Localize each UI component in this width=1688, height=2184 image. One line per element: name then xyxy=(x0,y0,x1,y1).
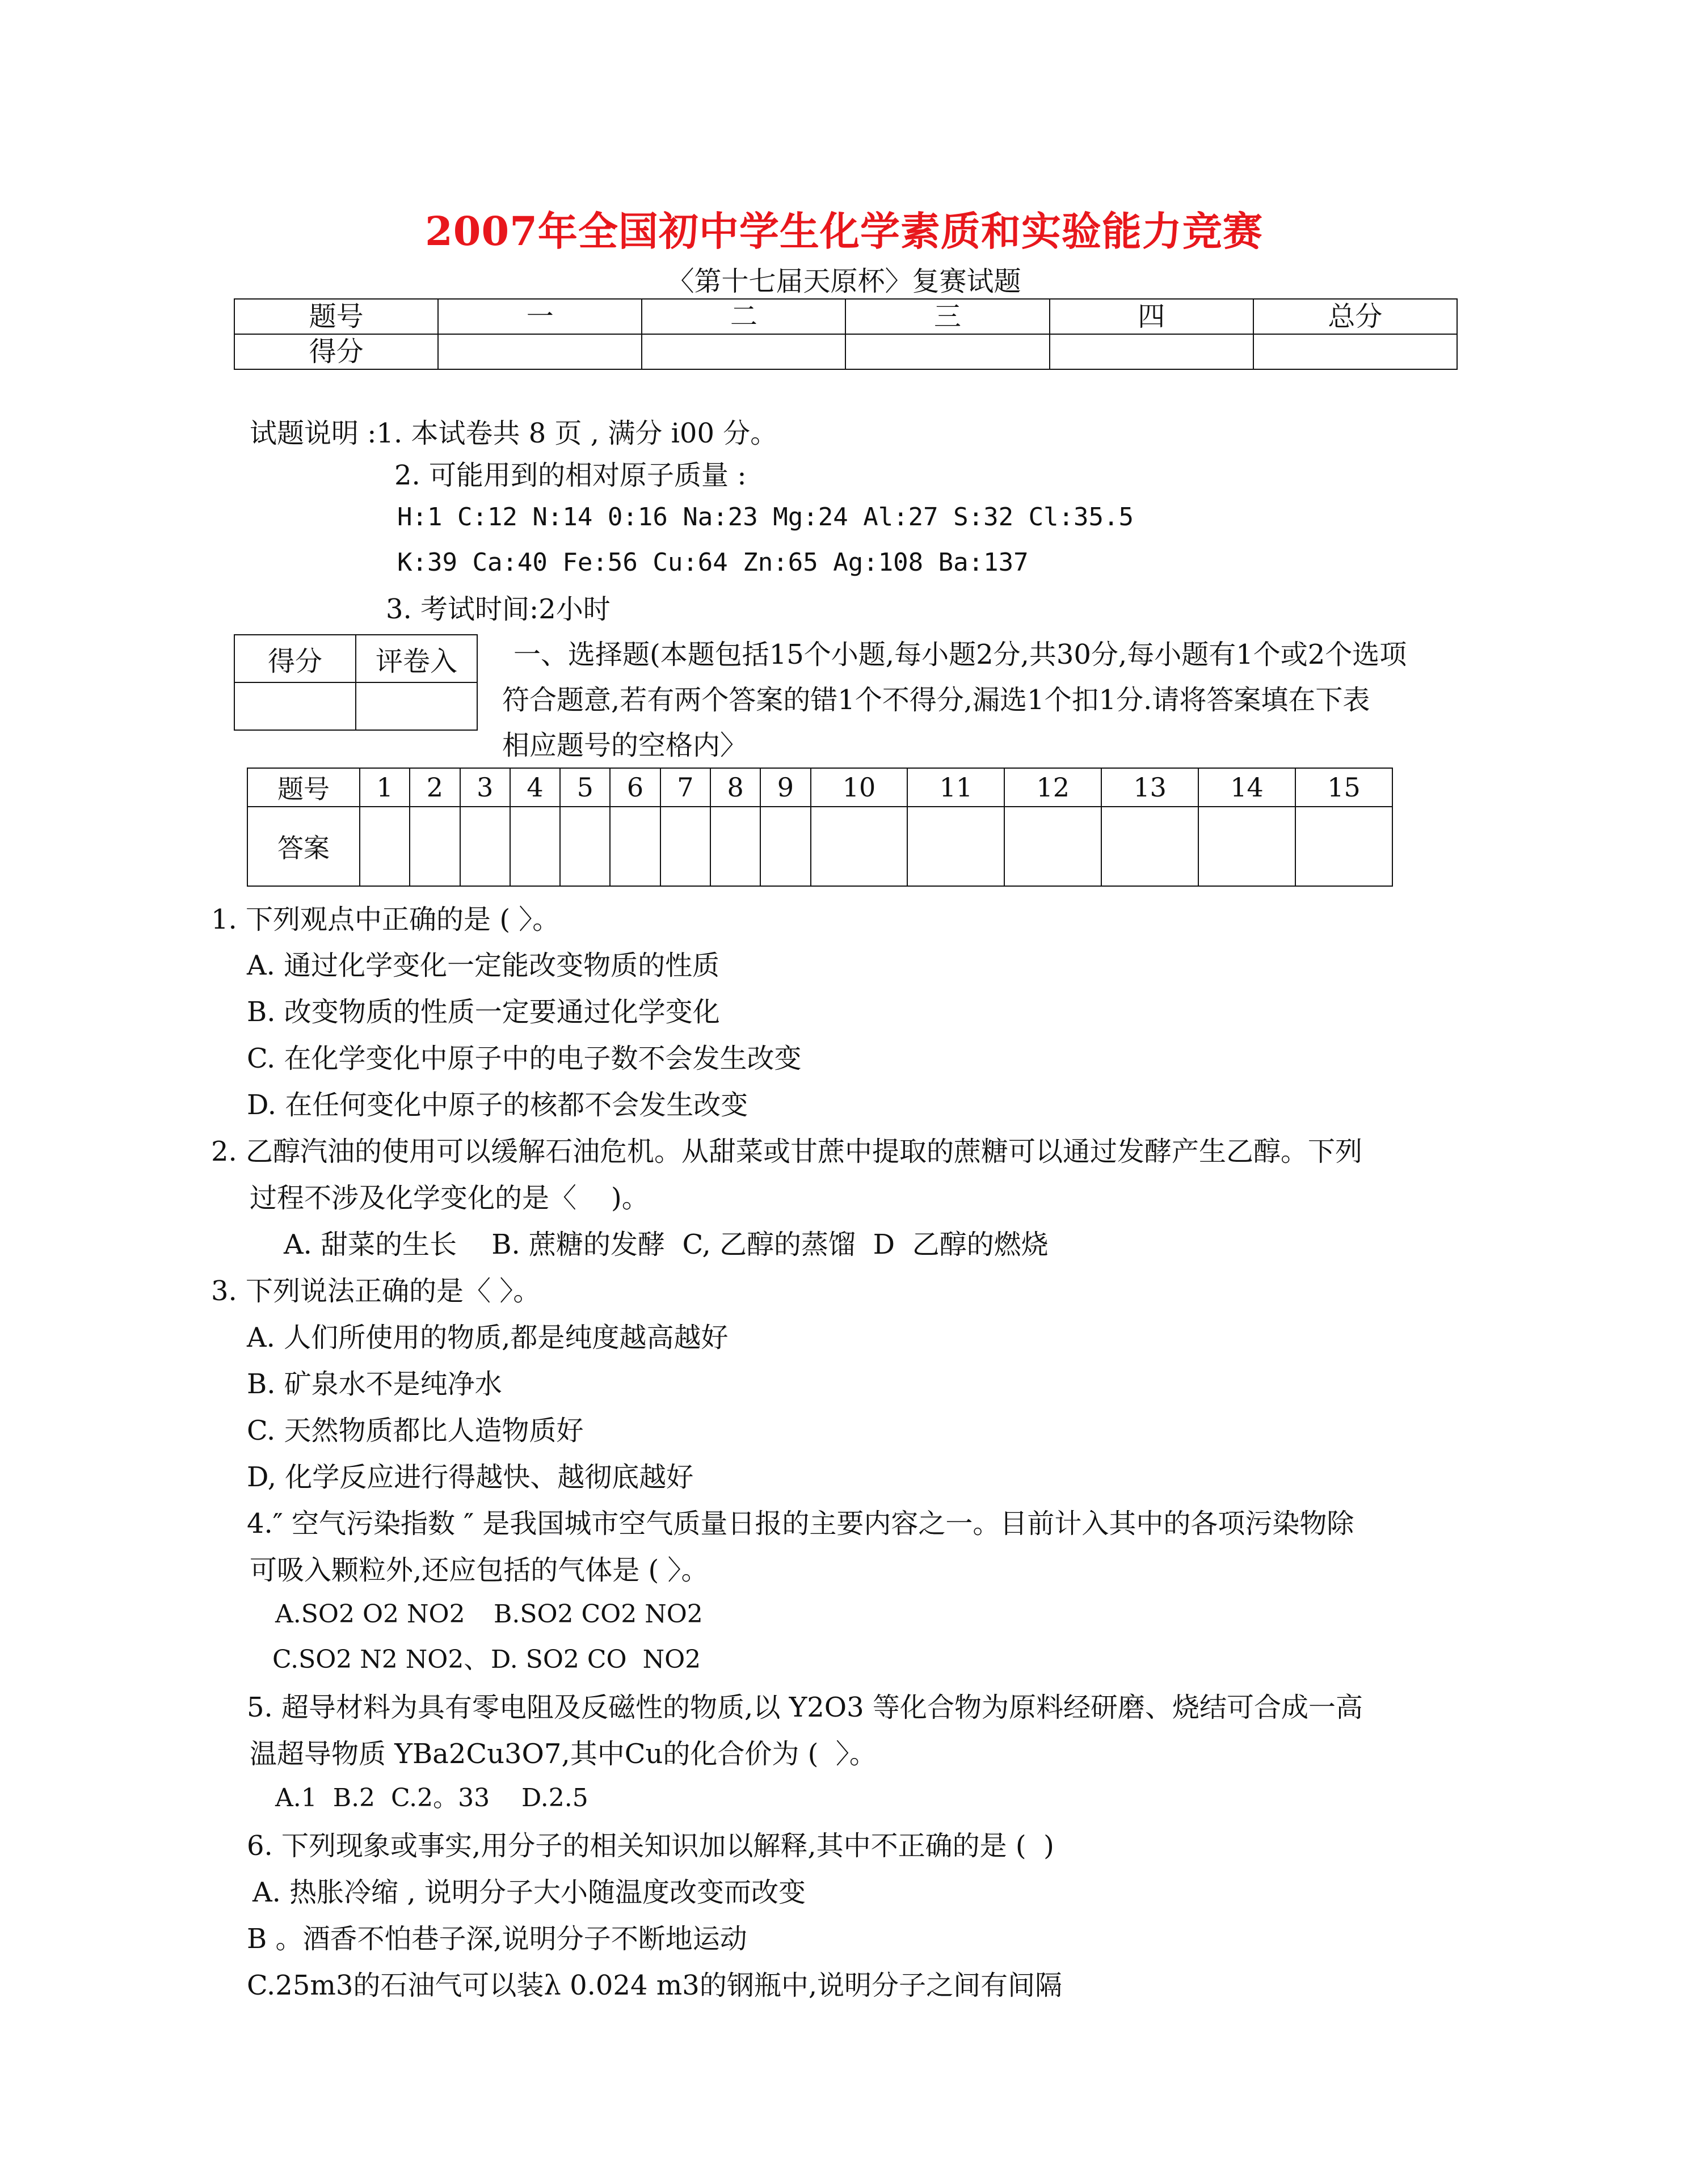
answer-cell[interactable] xyxy=(1101,807,1198,886)
question-3-option-a: A. 人们所使用的物质,都是纯度越高越好 xyxy=(247,1322,729,1354)
question-4-option-b: B.SO2 CO2 NO2 xyxy=(494,1600,703,1629)
question-number: 1 xyxy=(360,768,410,807)
question-number: 15 xyxy=(1295,768,1392,807)
score-input-cell[interactable] xyxy=(845,334,1049,369)
question-2-options: A. 甜菜的生长 B. 蔗糖的发酵 C, 乙醇的蒸馏 D 乙醇的燃烧 xyxy=(284,1229,1049,1260)
answer-cell[interactable] xyxy=(560,807,610,886)
instructions-line-1: 试题说明 :1. 本试卷共 8 页 , 满分 i00 分。 xyxy=(250,418,778,449)
section-1-instructions: 符合题意,若有两个答案的错1个不得分,漏选1个扣1分.请将答案填在下表 xyxy=(502,684,1370,716)
question-number: 8 xyxy=(710,768,760,807)
question-2-continued: 过程不涉及化学变化的是〈 )。 xyxy=(250,1182,649,1214)
section-1-instructions-end: 相应题号的空格内〉 xyxy=(502,730,748,761)
score-cell: 得分 xyxy=(234,334,438,369)
answer-table-header: 题号 xyxy=(247,768,360,807)
atomic-masses-line-2: K:39 Ca:40 Fe:56 Cu:64 Zn:65 Ag:108 Ba:137 xyxy=(397,548,1029,577)
answer-table-number-row xyxy=(247,768,1392,807)
question-1-option-b: B. 改变物质的性质一定要通过化学变化 xyxy=(247,996,720,1028)
question-6-option-c: C.25m3的石油气可以装λ 0.024 m3的钢瓶中,说明分子之间有间隔 xyxy=(247,1970,1063,2001)
question-number: 9 xyxy=(760,768,810,807)
question-number: 10 xyxy=(811,768,908,807)
score-cell: 总分 xyxy=(1253,299,1457,334)
question-3-option-c: C. 天然物质都比人造物质好 xyxy=(247,1415,584,1447)
page-subtitle: 〈第十七届天原杯〉复赛试题 xyxy=(667,265,1021,297)
question-number: 12 xyxy=(1004,768,1101,807)
score-cell: 一 xyxy=(438,299,642,334)
answer-cell[interactable] xyxy=(460,807,510,886)
answer-cell[interactable] xyxy=(1004,807,1101,886)
question-6-option-a: A. 热胀冷缩 , 说明分子大小随温度改变而改变 xyxy=(252,1877,806,1908)
score-input-cell[interactable] xyxy=(642,334,845,369)
score-cell: 题号 xyxy=(234,299,438,334)
question-4-option-a: A.SO2 O2 NO2 xyxy=(275,1600,465,1629)
answer-cell[interactable] xyxy=(760,807,810,886)
question-3-option-d: D, 化学反应进行得越快、越彻底越好 xyxy=(247,1461,694,1493)
question-5-options: A.1 B.2 C.2。33 D.2.5 xyxy=(275,1784,588,1812)
question-3: 3. 下列说法正确的是〈 〉。 xyxy=(211,1275,541,1307)
answer-cell[interactable] xyxy=(610,807,660,886)
question-number: 6 xyxy=(610,768,660,807)
question-6: 6. 下列现象或事实,用分子的相关知识加以解释,其中不正确的是 ( ) xyxy=(247,1830,1054,1862)
answer-cell[interactable] xyxy=(360,807,410,886)
score-table xyxy=(234,298,1458,370)
question-number: 14 xyxy=(1198,768,1295,807)
atomic-masses-line-1: H:1 C:12 N:14 0:16 Na:23 Mg:24 Al:27 S:32 Cl:35.5 xyxy=(397,503,1134,532)
score-cell: 四 xyxy=(1050,299,1253,334)
answer-cell[interactable] xyxy=(510,807,560,886)
score-input-cell[interactable] xyxy=(438,334,642,369)
grader-score-label: 得分 xyxy=(234,635,356,682)
answer-cell[interactable] xyxy=(1198,807,1295,886)
question-1-option-a: A. 通过化学变化一定能改变物质的性质 xyxy=(247,950,720,981)
answer-cell[interactable] xyxy=(410,807,460,886)
score-input-cell[interactable] xyxy=(1253,334,1457,369)
question-4-option-d: D. SO2 CO NO2 xyxy=(491,1645,701,1674)
score-table-header-row xyxy=(234,299,1457,334)
answer-cell[interactable] xyxy=(1295,807,1392,886)
question-number: 3 xyxy=(460,768,510,807)
grader-name-cell[interactable] xyxy=(356,682,477,730)
question-1-option-c: C. 在化学变化中原子中的电子数不会发生改变 xyxy=(247,1043,802,1074)
score-cell: 三 xyxy=(845,299,1049,334)
answer-table-answer-row xyxy=(247,807,1392,886)
instructions-line-2: 2. 可能用到的相对原子质量 : xyxy=(394,459,747,491)
grader-box xyxy=(234,634,478,731)
question-5: 5. 超导材料为具有零电阻及反磁性的物质,以 Y2O3 等化合物为原料经研磨、烧结可合成一高 xyxy=(247,1692,1363,1723)
grader-name-label: 评卷入 xyxy=(356,635,477,682)
question-number: 7 xyxy=(660,768,710,807)
question-5-continued: 温超导物质 YBa2Cu3O7,其中Cu的化合价为 ( 〉。 xyxy=(250,1738,877,1770)
question-1: 1. 下列观点中正确的是 ( 〉。 xyxy=(211,904,560,935)
question-1-option-d: D. 在任何变化中原子的核都不会发生改变 xyxy=(247,1089,748,1121)
question-number: 13 xyxy=(1101,768,1198,807)
answer-table-answer-label: 答案 xyxy=(247,807,360,886)
question-number: 4 xyxy=(510,768,560,807)
answer-cell[interactable] xyxy=(811,807,908,886)
grader-score-cell[interactable] xyxy=(234,682,356,730)
question-number: 11 xyxy=(907,768,1004,807)
score-input-cell[interactable] xyxy=(1050,334,1253,369)
answer-cell[interactable] xyxy=(710,807,760,886)
question-4: 4.″ 空气污染指数 ″ 是我国城市空气质量日报的主要内容之一。目前计入其中的各项污染物除 xyxy=(247,1508,1354,1540)
page-title: 2007年全国初中学生化学素质和实验能力竞赛 xyxy=(425,208,1263,255)
score-cell: 二 xyxy=(642,299,845,334)
section-1-heading: 一、选择题(本题包括15个小题,每小题2分,共30分,每小题有1个或2个选项 xyxy=(513,639,1407,671)
answer-table xyxy=(247,768,1393,887)
question-number: 2 xyxy=(410,768,460,807)
question-2: 2. 乙醇汽油的使用可以缓解石油危机。从甜菜或甘蔗中提取的蔗糖可以通过发酵产生乙醇。下列 xyxy=(211,1136,1363,1167)
question-6-option-b: B 。酒香不怕巷子深,说明分子不断地运动 xyxy=(247,1923,747,1955)
instructions-line-3: 3. 考试时间:2小时 xyxy=(386,593,611,625)
question-4-continued: 可吸入颗粒外,还应包括的气体是 ( 〉。 xyxy=(250,1554,709,1586)
answer-cell[interactable] xyxy=(660,807,710,886)
question-number: 5 xyxy=(560,768,610,807)
question-3-option-b: B. 矿泉水不是纯净水 xyxy=(247,1368,502,1400)
question-4-option-c: C.SO2 N2 NO2、 xyxy=(272,1645,489,1674)
answer-cell[interactable] xyxy=(907,807,1004,886)
score-table-score-row xyxy=(234,334,1457,369)
